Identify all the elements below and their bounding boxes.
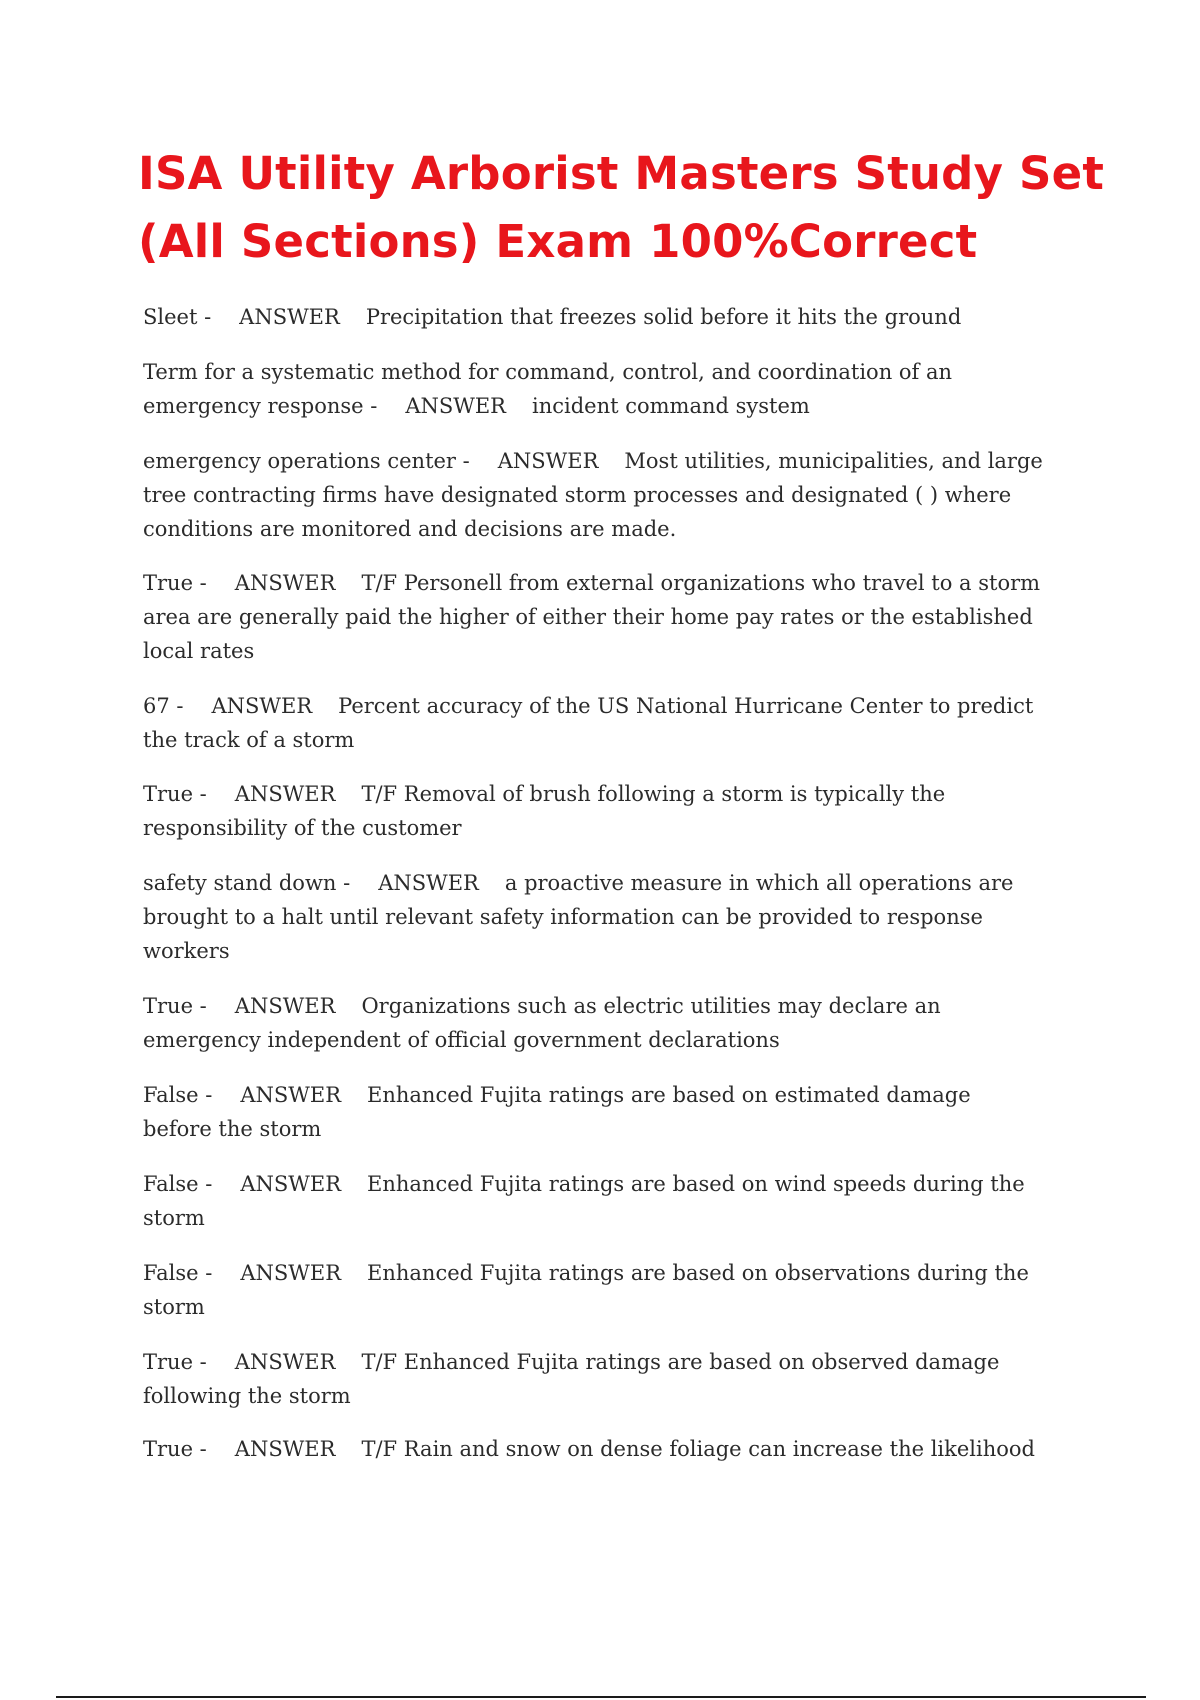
qa-item bbox=[143, 777, 1043, 845]
qa-definition: T/F Rain and snow on dense foliage can increase the likelihood bbox=[361, 1437, 1035, 1461]
answer-label: ANSWER bbox=[234, 1350, 336, 1374]
qa-term: True - bbox=[143, 994, 207, 1018]
qa-item bbox=[143, 989, 1043, 1057]
qa-definition: a proactive measure in which all operations are brought to a halt until relevant safety information can be provided to response workers bbox=[143, 871, 1014, 963]
qa-item bbox=[143, 1345, 1043, 1413]
qa-item bbox=[143, 689, 1043, 757]
qa-term: safety stand down - bbox=[143, 871, 351, 895]
page-bottom-rule bbox=[56, 1696, 1146, 1698]
qa-term: False - bbox=[143, 1083, 213, 1107]
qa-term: True - bbox=[143, 1437, 207, 1461]
qa-definition: T/F Removal of brush following a storm is typically the responsibility of the customer bbox=[143, 782, 946, 840]
qa-item bbox=[143, 1078, 1043, 1146]
qa-definition: Percent accuracy of the US National Hurricane Center to predict the track of a storm bbox=[143, 694, 1034, 752]
qa-item bbox=[143, 866, 1043, 968]
qa-term: True - bbox=[143, 571, 207, 595]
qa-item bbox=[143, 566, 1043, 668]
qa-term: True - bbox=[143, 782, 207, 806]
qa-item bbox=[143, 1167, 1043, 1235]
qa-definition: Precipitation that freezes solid before it hits the ground bbox=[365, 305, 962, 329]
answer-label: ANSWER bbox=[234, 1437, 336, 1461]
qa-item bbox=[143, 1432, 1043, 1466]
answer-label: ANSWER bbox=[240, 1172, 342, 1196]
qa-definition: Most utilities, municipalities, and large tree contracting firms have designated storm processes and designated ( ) where conditions are monitored and decisions are made. bbox=[143, 449, 1043, 541]
qa-term: True - bbox=[143, 1350, 207, 1374]
qa-definition: Enhanced Fujita ratings are based on estimated damage before the storm bbox=[143, 1083, 971, 1141]
qa-term: False - bbox=[143, 1172, 213, 1196]
qa-definition: Enhanced Fujita ratings are based on wind speeds during the storm bbox=[143, 1172, 1025, 1230]
answer-label: ANSWER bbox=[378, 871, 479, 895]
answer-label: ANSWER bbox=[497, 449, 599, 473]
qa-definition: T/F Personell from external organizations who travel to a storm area are generally paid the higher of either their home pay rates or the established local rates bbox=[143, 571, 1041, 663]
qa-definition: T/F Enhanced Fujita ratings are based on observed damage following the storm bbox=[143, 1350, 1000, 1408]
answer-label: ANSWER bbox=[234, 782, 336, 806]
answer-label: ANSWER bbox=[211, 694, 313, 718]
qa-term: Sleet - bbox=[143, 305, 212, 329]
answer-label: ANSWER bbox=[239, 305, 340, 329]
qa-item bbox=[143, 355, 1043, 423]
qa-definition: Organizations such as electric utilities may declare an emergency independent of official government declarations bbox=[143, 994, 941, 1052]
qa-term: emergency operations center - bbox=[143, 449, 470, 473]
answer-label: ANSWER bbox=[405, 394, 506, 418]
qa-definition: Enhanced Fujita ratings are based on observations during the storm bbox=[143, 1261, 1029, 1319]
qa-term: False - bbox=[143, 1261, 213, 1285]
answer-label: ANSWER bbox=[234, 571, 336, 595]
answer-label: ANSWER bbox=[240, 1083, 342, 1107]
qa-item bbox=[143, 300, 1043, 334]
qa-item bbox=[143, 1256, 1043, 1324]
qa-term: Term for a systematic method for command, control, and coordination of an emergency response - bbox=[143, 360, 953, 418]
answer-label: ANSWER bbox=[240, 1261, 342, 1285]
qa-item bbox=[143, 444, 1043, 546]
document-title: ISA Utility Arborist Masters Study Set (All Sections) Exam 100%Correct bbox=[138, 147, 1105, 268]
answer-label: ANSWER bbox=[234, 994, 336, 1018]
qa-definition: incident command system bbox=[532, 394, 810, 418]
qa-term: 67 - bbox=[143, 694, 184, 718]
